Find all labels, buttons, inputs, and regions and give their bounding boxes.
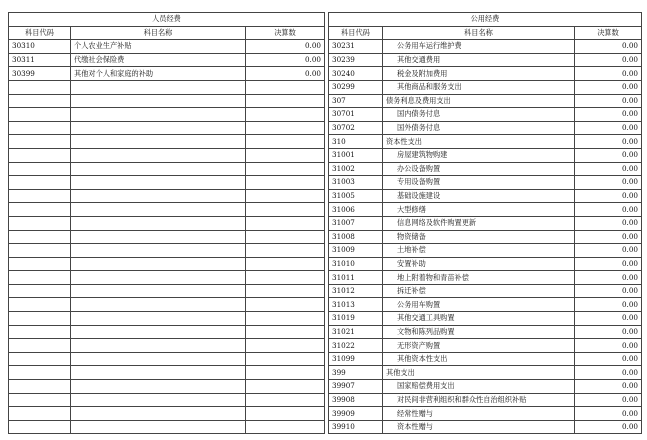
personnel-name-cell: 代缴社会保险费 — [71, 53, 246, 67]
public-amount-cell: 0.00 — [575, 67, 642, 81]
public-code-header: 科目代码 — [329, 26, 383, 40]
personnel-name-cell — [71, 80, 246, 94]
public-code-cell: 31019 — [329, 312, 383, 326]
public-amount-cell: 0.00 — [575, 257, 642, 271]
personnel-name-cell — [71, 189, 246, 203]
personnel-name-cell — [71, 176, 246, 190]
public-name-cell: 专用设备购置 — [383, 176, 575, 190]
public-name-cell: 资本性赠与 — [383, 420, 575, 434]
column-header-row — [9, 26, 642, 40]
personnel-amount-cell — [246, 230, 325, 244]
personnel-code-cell — [9, 230, 71, 244]
personnel-name-cell — [71, 312, 246, 326]
table-row — [9, 230, 642, 244]
personnel-code-cell — [9, 94, 71, 108]
public-code-cell: 39907 — [329, 380, 383, 394]
personnel-code-cell — [9, 271, 71, 285]
table-row — [9, 380, 642, 394]
personnel-name-cell — [71, 393, 246, 407]
public-code-cell: 31005 — [329, 189, 383, 203]
personnel-name-cell — [71, 325, 246, 339]
table-row — [9, 176, 642, 190]
personnel-name-cell — [71, 271, 246, 285]
personnel-code-cell — [9, 148, 71, 162]
personnel-amount-cell — [246, 162, 325, 176]
table-row — [9, 189, 642, 203]
personnel-amount-cell — [246, 393, 325, 407]
personnel-name-cell — [71, 339, 246, 353]
public-amount-cell: 0.00 — [575, 80, 642, 94]
public-name-cell: 拆迁补偿 — [383, 284, 575, 298]
personnel-code-cell — [9, 108, 71, 122]
public-amount-cell: 0.00 — [575, 407, 642, 421]
personnel-amount-cell — [246, 284, 325, 298]
public-name-cell: 无形资产购置 — [383, 339, 575, 353]
personnel-name-cell — [71, 380, 246, 394]
table-row — [9, 352, 642, 366]
personnel-amount-cell — [246, 108, 325, 122]
public-code-cell: 31010 — [329, 257, 383, 271]
personnel-amount-cell: 0.00 — [246, 67, 325, 81]
public-name-cell: 公务用车购置 — [383, 298, 575, 312]
public-name-cell: 其他交通工具购置 — [383, 312, 575, 326]
public-code-cell: 31099 — [329, 352, 383, 366]
personnel-amount-cell — [246, 121, 325, 135]
public-name-cell: 经常性赠与 — [383, 407, 575, 421]
public-code-cell: 30231 — [329, 40, 383, 54]
personnel-name-cell — [71, 420, 246, 434]
public-amount-cell: 0.00 — [575, 189, 642, 203]
public-code-cell: 31001 — [329, 148, 383, 162]
public-name-cell: 国内债务付息 — [383, 108, 575, 122]
public-name-cell: 地上附着物和青苗补偿 — [383, 271, 575, 285]
public-code-cell: 39908 — [329, 393, 383, 407]
public-name-cell: 基础设施建设 — [383, 189, 575, 203]
public-amount-cell: 0.00 — [575, 339, 642, 353]
personnel-section-title: 人员经费 — [9, 13, 325, 27]
personnel-amount-cell — [246, 271, 325, 285]
public-name-cell: 税金及附加费用 — [383, 67, 575, 81]
public-code-cell: 31011 — [329, 271, 383, 285]
table-row — [9, 94, 642, 108]
public-code-cell: 31007 — [329, 216, 383, 230]
personnel-name-cell — [71, 216, 246, 230]
personnel-code-cell — [9, 244, 71, 258]
public-code-cell: 31021 — [329, 325, 383, 339]
personnel-name-cell — [71, 244, 246, 258]
public-name-cell: 物资储备 — [383, 230, 575, 244]
public-amount-cell: 0.00 — [575, 135, 642, 149]
personnel-amount-cell — [246, 203, 325, 217]
public-name-cell: 对民间非营利组织和群众性自治组织补贴 — [383, 393, 575, 407]
personnel-amount-cell — [246, 366, 325, 380]
public-code-cell: 30702 — [329, 121, 383, 135]
public-code-cell: 30239 — [329, 53, 383, 67]
personnel-code-cell — [9, 284, 71, 298]
table-row — [9, 162, 642, 176]
table-row — [9, 298, 642, 312]
table-row — [9, 312, 642, 326]
personnel-name-cell: 个人农业生产补贴 — [71, 40, 246, 54]
public-code-cell: 30701 — [329, 108, 383, 122]
table-row — [9, 244, 642, 258]
table-row — [9, 339, 642, 353]
personnel-amount-cell — [246, 257, 325, 271]
personnel-amount-cell — [246, 216, 325, 230]
table-row — [9, 203, 642, 217]
personnel-code-cell — [9, 298, 71, 312]
table-row — [9, 257, 642, 271]
public-name-cell: 债务利息及费用支出 — [383, 94, 575, 108]
public-amount-cell: 0.00 — [575, 298, 642, 312]
personnel-amount-header: 决算数 — [246, 26, 325, 40]
public-name-cell: 公务用车运行维护费 — [383, 40, 575, 54]
public-code-cell: 31009 — [329, 244, 383, 258]
public-name-cell: 国外债务付息 — [383, 121, 575, 135]
public-amount-cell: 0.00 — [575, 325, 642, 339]
personnel-code-cell: 30310 — [9, 40, 71, 54]
personnel-name-header: 科目名称 — [71, 26, 246, 40]
expenditure-table — [8, 12, 642, 434]
public-amount-cell: 0.00 — [575, 420, 642, 434]
public-amount-cell: 0.00 — [575, 108, 642, 122]
personnel-code-cell — [9, 312, 71, 326]
public-section-title: 公用经费 — [329, 13, 642, 27]
personnel-code-cell — [9, 135, 71, 149]
table-row — [9, 393, 642, 407]
personnel-code-cell — [9, 257, 71, 271]
public-name-cell: 国家赔偿费用支出 — [383, 380, 575, 394]
public-name-cell: 房屋建筑物购建 — [383, 148, 575, 162]
personnel-amount-cell: 0.00 — [246, 53, 325, 67]
personnel-code-cell — [9, 407, 71, 421]
public-amount-cell: 0.00 — [575, 148, 642, 162]
personnel-code-cell: 30311 — [9, 53, 71, 67]
public-code-cell: 31008 — [329, 230, 383, 244]
personnel-code-cell — [9, 80, 71, 94]
personnel-amount-cell — [246, 312, 325, 326]
public-name-cell: 大型修缮 — [383, 203, 575, 217]
public-code-cell: 399 — [329, 366, 383, 380]
public-code-cell: 30299 — [329, 80, 383, 94]
personnel-code-cell — [9, 121, 71, 135]
public-amount-header: 决算数 — [575, 26, 642, 40]
personnel-code-cell — [9, 176, 71, 190]
personnel-code-cell — [9, 352, 71, 366]
public-name-cell: 其他支出 — [383, 366, 575, 380]
table-row — [9, 108, 642, 122]
personnel-name-cell — [71, 135, 246, 149]
personnel-code-cell — [9, 420, 71, 434]
public-amount-cell: 0.00 — [575, 244, 642, 258]
table-row — [9, 148, 642, 162]
personnel-code-header: 科目代码 — [9, 26, 71, 40]
personnel-name-cell — [71, 284, 246, 298]
personnel-amount-cell — [246, 325, 325, 339]
personnel-amount-cell — [246, 244, 325, 258]
personnel-code-cell: 30399 — [9, 67, 71, 81]
public-code-cell: 307 — [329, 94, 383, 108]
section-title-row — [9, 13, 642, 27]
public-name-cell: 其他商品和服务支出 — [383, 80, 575, 94]
personnel-amount-cell — [246, 135, 325, 149]
public-amount-cell: 0.00 — [575, 284, 642, 298]
personnel-name-cell — [71, 298, 246, 312]
personnel-code-cell — [9, 380, 71, 394]
personnel-code-cell — [9, 216, 71, 230]
expenditure-sheet — [8, 12, 642, 434]
personnel-code-cell — [9, 162, 71, 176]
public-name-cell: 文物和陈列品购置 — [383, 325, 575, 339]
public-amount-cell: 0.00 — [575, 176, 642, 190]
public-amount-cell: 0.00 — [575, 121, 642, 135]
public-code-cell: 31013 — [329, 298, 383, 312]
public-name-cell: 安置补助 — [383, 257, 575, 271]
personnel-name-cell — [71, 162, 246, 176]
public-name-cell: 土地补偿 — [383, 244, 575, 258]
personnel-name-cell — [71, 407, 246, 421]
table-row — [9, 325, 642, 339]
table-row — [9, 67, 642, 81]
personnel-amount-cell — [246, 420, 325, 434]
personnel-amount-cell — [246, 148, 325, 162]
table-body — [9, 13, 642, 434]
personnel-name-cell — [71, 94, 246, 108]
public-name-header: 科目名称 — [383, 26, 575, 40]
personnel-name-cell — [71, 121, 246, 135]
personnel-code-cell — [9, 189, 71, 203]
personnel-name-cell — [71, 257, 246, 271]
personnel-code-cell — [9, 366, 71, 380]
personnel-amount-cell — [246, 80, 325, 94]
personnel-name-cell — [71, 230, 246, 244]
public-amount-cell: 0.00 — [575, 352, 642, 366]
public-amount-cell: 0.00 — [575, 380, 642, 394]
table-row — [9, 80, 642, 94]
public-code-cell: 39909 — [329, 407, 383, 421]
public-name-cell: 资本性支出 — [383, 135, 575, 149]
public-code-cell: 31003 — [329, 176, 383, 190]
public-code-cell: 30240 — [329, 67, 383, 81]
table-row — [9, 135, 642, 149]
public-code-cell: 39910 — [329, 420, 383, 434]
public-amount-cell: 0.00 — [575, 216, 642, 230]
public-amount-cell: 0.00 — [575, 230, 642, 244]
personnel-amount-cell — [246, 407, 325, 421]
personnel-code-cell — [9, 393, 71, 407]
table-row — [9, 121, 642, 135]
public-amount-cell: 0.00 — [575, 40, 642, 54]
public-amount-cell: 0.00 — [575, 94, 642, 108]
public-name-cell: 其他交通费用 — [383, 53, 575, 67]
personnel-name-cell — [71, 366, 246, 380]
public-amount-cell: 0.00 — [575, 312, 642, 326]
table-row — [9, 366, 642, 380]
personnel-code-cell — [9, 339, 71, 353]
personnel-name-cell — [71, 148, 246, 162]
personnel-amount-cell — [246, 176, 325, 190]
personnel-name-cell — [71, 108, 246, 122]
public-code-cell: 31002 — [329, 162, 383, 176]
public-name-cell: 信息网络及软件购置更新 — [383, 216, 575, 230]
public-amount-cell: 0.00 — [575, 203, 642, 217]
personnel-amount-cell: 0.00 — [246, 40, 325, 54]
table-row — [9, 284, 642, 298]
public-amount-cell: 0.00 — [575, 271, 642, 285]
personnel-amount-cell — [246, 298, 325, 312]
public-code-cell: 31022 — [329, 339, 383, 353]
public-amount-cell: 0.00 — [575, 53, 642, 67]
public-amount-cell: 0.00 — [575, 366, 642, 380]
personnel-amount-cell — [246, 352, 325, 366]
table-row — [9, 420, 642, 434]
personnel-name-cell — [71, 352, 246, 366]
table-row — [9, 40, 642, 54]
table-row — [9, 216, 642, 230]
public-code-cell: 31012 — [329, 284, 383, 298]
public-amount-cell: 0.00 — [575, 393, 642, 407]
table-row — [9, 271, 642, 285]
personnel-amount-cell — [246, 189, 325, 203]
personnel-name-cell — [71, 203, 246, 217]
public-code-cell: 310 — [329, 135, 383, 149]
personnel-amount-cell — [246, 339, 325, 353]
table-row — [9, 407, 642, 421]
public-amount-cell: 0.00 — [575, 162, 642, 176]
personnel-amount-cell — [246, 380, 325, 394]
public-name-cell: 其他资本性支出 — [383, 352, 575, 366]
table-row — [9, 53, 642, 67]
public-code-cell: 31006 — [329, 203, 383, 217]
personnel-code-cell — [9, 203, 71, 217]
personnel-name-cell: 其他对个人和家庭的补助 — [71, 67, 246, 81]
personnel-code-cell — [9, 325, 71, 339]
personnel-amount-cell — [246, 94, 325, 108]
public-name-cell: 办公设备购置 — [383, 162, 575, 176]
